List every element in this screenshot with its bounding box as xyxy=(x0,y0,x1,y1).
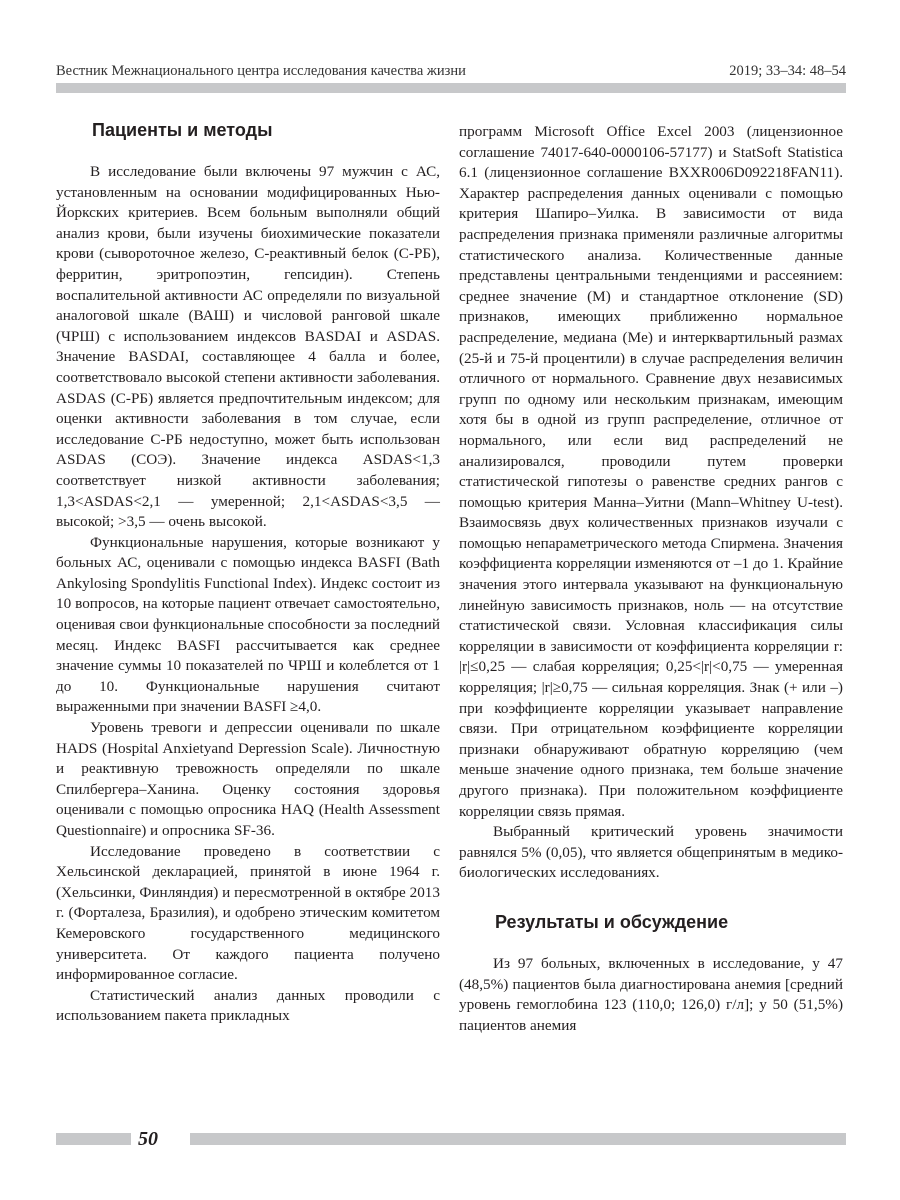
paragraph: Уровень тревоги и депрессии оценивали по шкале HADS (Hospital Anxietyand Depression Scale). Личностную и реактивную тревожность определяли по шкале Спилбергера–Ханина. Оценку состояния здоровья оценивали с помощью опросника HAQ (Health Assessment Questionnaire) и опросника SF-36. xyxy=(56,719,440,839)
left-column xyxy=(56,118,440,1027)
paragraph: Из 97 больных, включенных в исследование, у 47 (48,5%) пациентов была диагностирована анемия [средний уровень гемоглобина 123 (110,0; 126,0) г/л]; у 50 (51,5%) пациентов анемия xyxy=(459,954,843,1034)
paragraph: Функциональные нарушения, которые возникают у больных АС, оценивали с помощью индекса BASFI (Bath Ankylosing Spondylitis Functional Index). Индекс состоит из 10 вопросов, на которые пациент отвечает самостоятельно, оценивая свои функциональные способности за последний месяц. Индекс BASFI рассчитывается как среднее значение суммы 10 показателей по ЧРШ и колеблется от 1 до 10. Функциональные нарушения считают выраженными при значении BASFI ≥4,0. xyxy=(56,533,440,716)
header-rule xyxy=(56,83,846,93)
page-number: 50 xyxy=(138,1128,158,1150)
issue-citation: 2019; 33–34: 48–54 xyxy=(729,63,846,79)
paragraph: Исследование проведено в соответствии с Хельсинской декларацией, принятой в июне 1964 г. (Хельсинки, Финляндия) и пересмотренной в октябре 2013 г. (Форталеза, Бразилия), и одобрено этическим комитетом Кемеровского государственного медицинского университета. От каждого пациента получено информированное согласие. xyxy=(56,842,440,984)
right-column xyxy=(459,122,843,1036)
section-heading-methods: Пациенты и методы xyxy=(92,120,273,140)
running-header xyxy=(56,60,846,82)
section-heading-results: Результаты и обсуждение xyxy=(495,911,729,932)
paragraph: В исследование были включены 97 мужчин с АС, установленным на основании модифицированных Нью-Йоркских критериев. Всем больным выполняли общий анализ крови, были изучены биохимические показатели крови (сывороточное железо, С-реактивный белок (С-РБ), ферритин, эритропоэтин, гепсидин). Степень воспалительной активности АС определяли по визуальной аналоговой шкале (ВАШ) и числовой ранговой шкале (ЧРШ) с использованием индексов BASDAI и ASDAS. Значение BASDAI, составляющее 4 балла и более, соответствовало высокой степени активности заболевания. ASDAS (С-РБ) является предпочтительным индексом; для оценки активности заболевания в том случае, если исследование С-РБ недоступно, может быть использован ASDAS (СОЭ). Значение индекса ASDAS<1,3 соответствует низкой активности заболевания; 1,3<ASDAS<2,1 — умеренной; 2,1<ASDAS<3,5 — высокой; >3,5 — очень высокой. xyxy=(56,163,440,531)
paragraph: программ Microsoft Office Excel 2003 (лицензионное соглашение 74017-640-0000106-57177) и StatSoft Statistica 6.1 (лицензионное соглашение BXXR006D092218FAN11). Характер распределения данных оценивали с помощью критерия Шапиро–Уилка. В зависимости от вида распределения признака применяли различные алгоритмы статистического анализа. Количественные данные представлены центральными тенденциями и рассеянием: среднее значение (M) и стандартное отклонение (SD) признаков, имеющих приближенно нормальное распределение, медиана (Me) и интерквартильный размах (25-й и 75-й процентили) в случае распределения величин отличного от нормального. Сравнение двух независимых групп по одному или нескольким признакам, имеющим хотя бы в одной из групп распределение, отличное от нормального, или если вид распределений не анализировался, проводили путем проверки статистической гипотезы о равенстве средних рангов с помощью критерия Манна–Уитни (Mann–Whitney U-test). Взаимосвязь двух количественных признаков изучали с помощью непараметрического метода Спирмена. Значения коэффициента корреляции изменяются от –1 до 1. Крайние значения этого интервала указывают на функциональную линейную зависимость признаков, ноль — на отсутствие статистической связи. Условная классификация силы корреляции в зависимости от коэффициента корреляции r: |r|≤0,25 — слабая корреляция; 0,25<|r|<0,75 — умеренная корреляция; |r|≥0,75 — сильная корреляция. Знак (+ или –) при коэффициенте корреляции указывает направление связи. При отрицательном коэффициенте корреляции признаки обнаруживают обратную корреляцию (чем меньше значение одного признака, тем больше значение другого признака). При положительном коэффициенте корреляции связь прямая. xyxy=(459,123,843,820)
footer-rule-left xyxy=(56,1133,131,1145)
footer-rule-right xyxy=(190,1133,846,1145)
paragraph: Статистический анализ данных проводили с использованием пакета прикладных xyxy=(56,986,440,1025)
paragraph: Выбранный критический уровень значимости равнялся 5% (0,05), что является общепринятым в медико-биологических исследованиях. xyxy=(459,823,843,882)
journal-title: Вестник Межнационального центра исследования качества жизни xyxy=(56,63,466,79)
